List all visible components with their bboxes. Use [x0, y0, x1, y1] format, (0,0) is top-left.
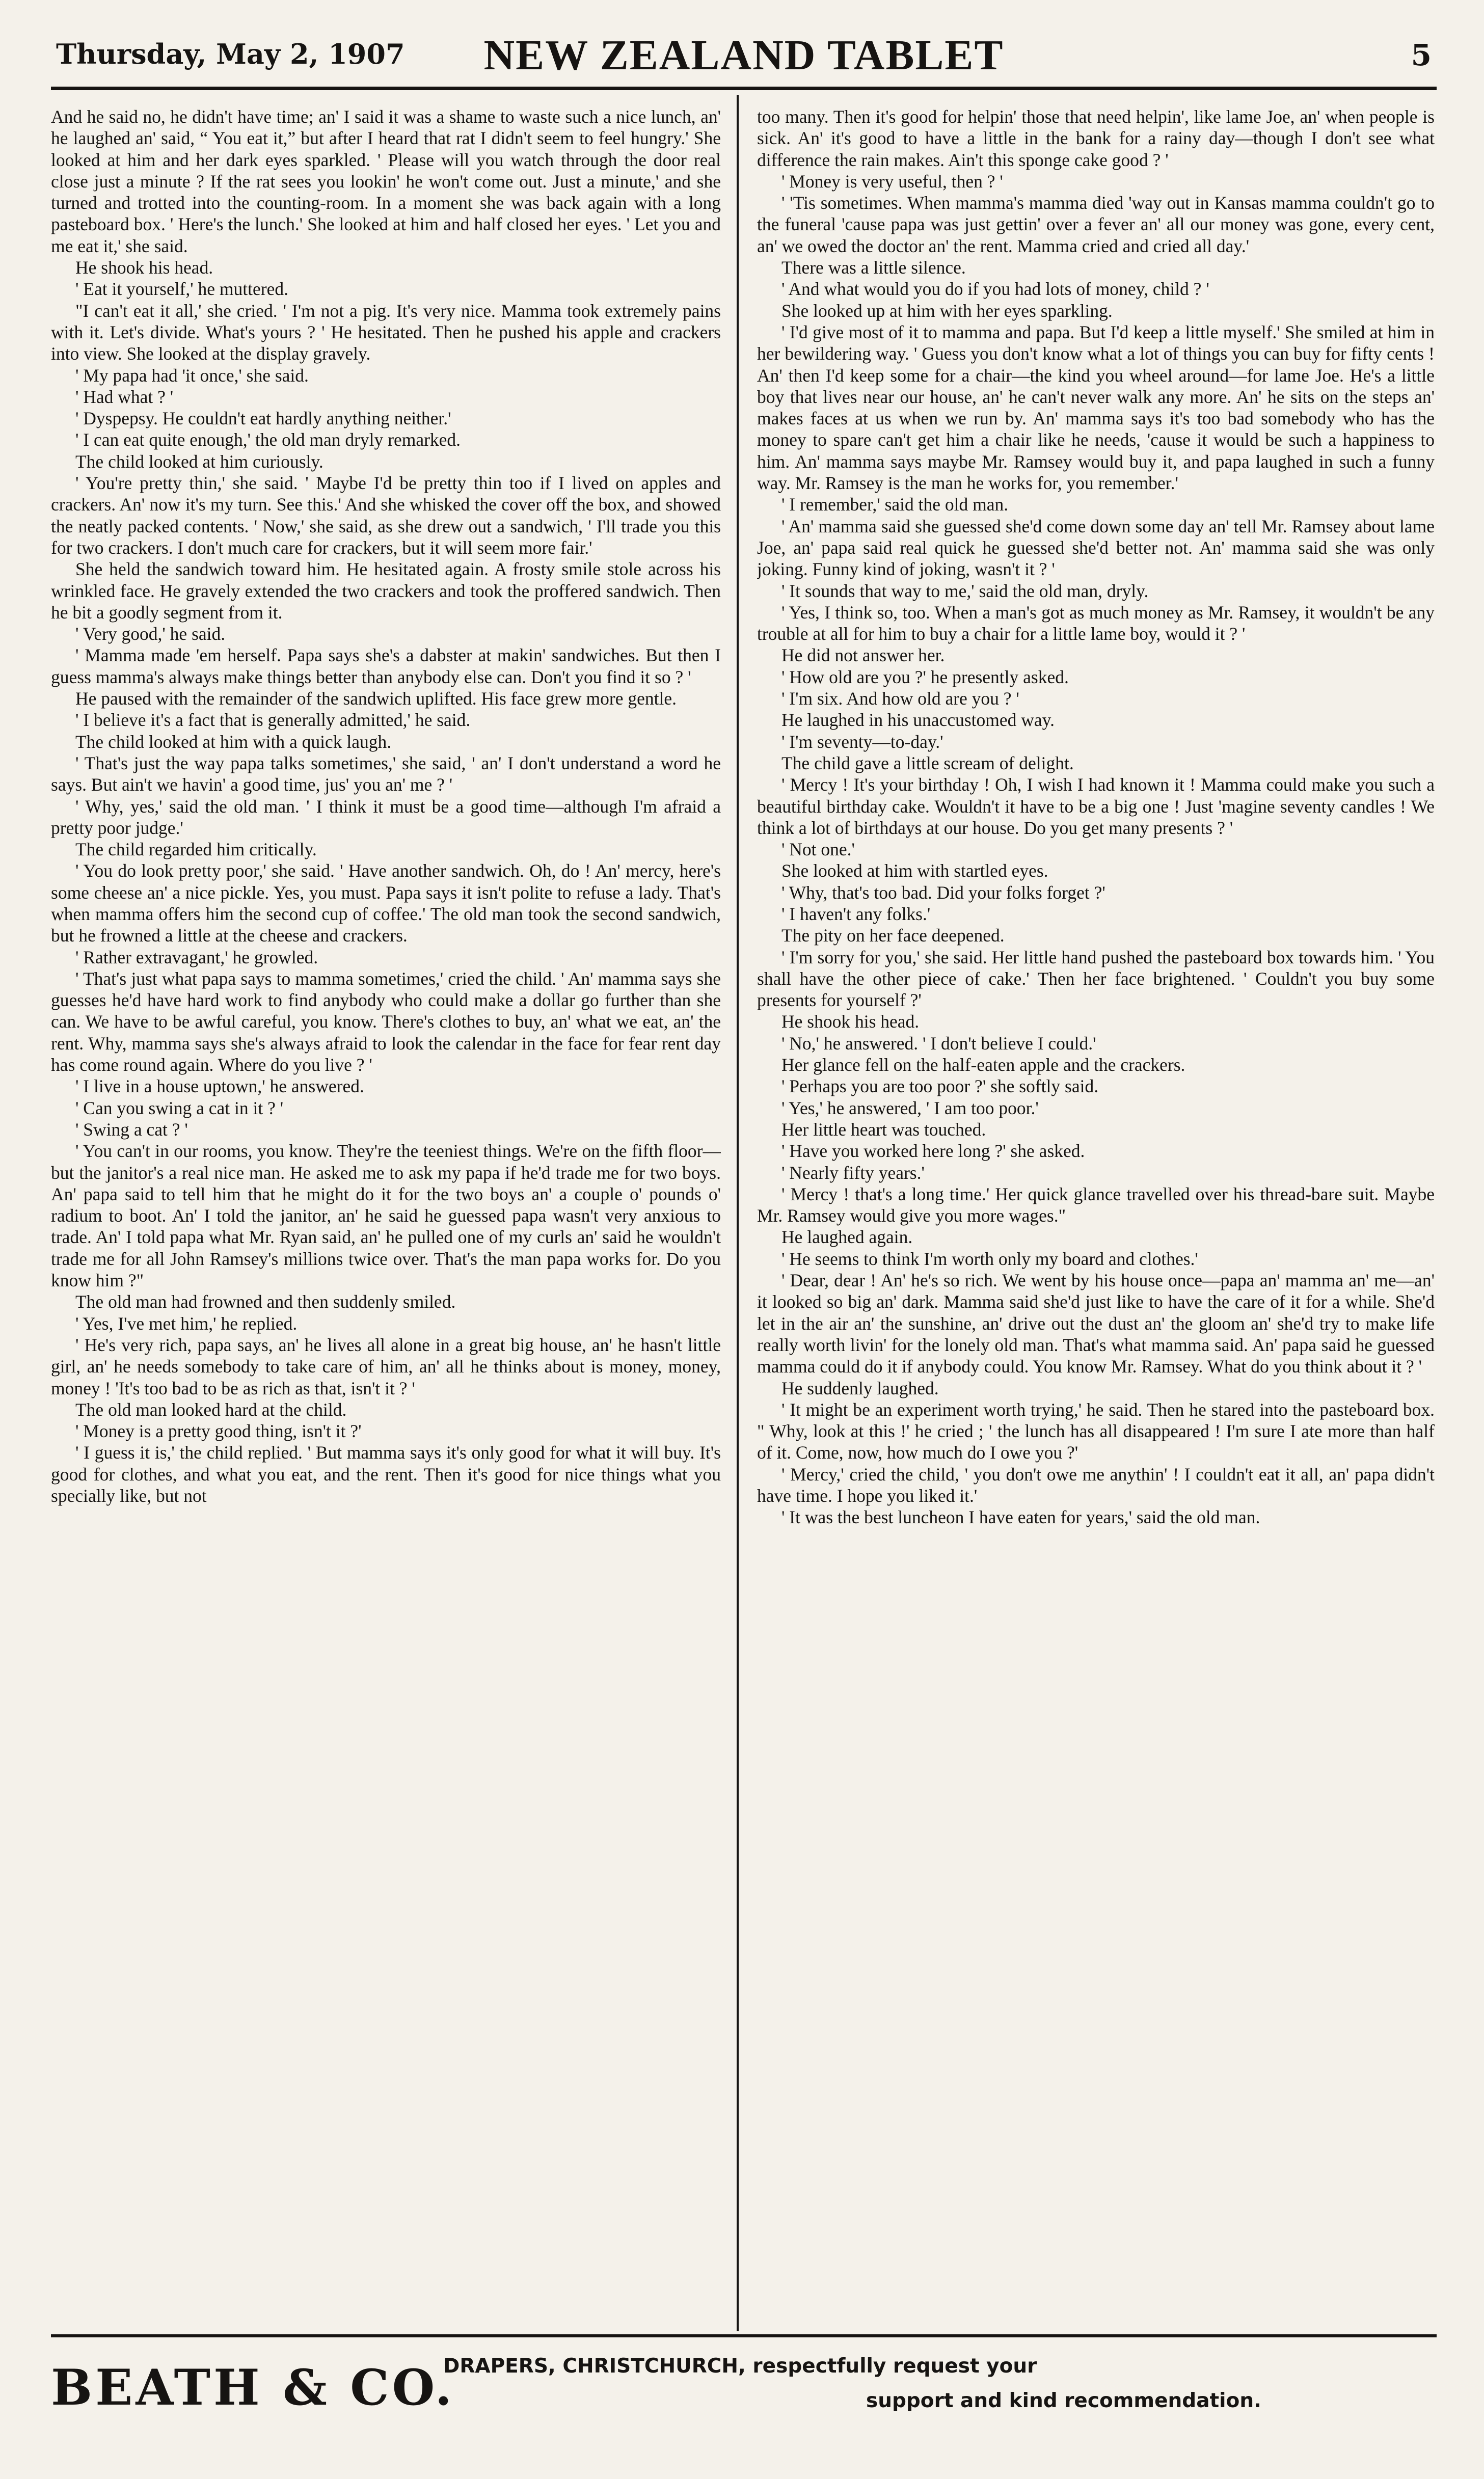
- story-paragraph: ' I'd give most of it to mamma and papa. But I'd keep a little myself.' She smiled at him in her bewildering way. ' Guess you don't know what a lot of things you can buy for fifty cents ! An' then I'd keep some for a chair—the kind you wheel around—for lame Joe. He's a little boy that lives near our house, an' he can't never walk any more. An' he sits on the steps an' makes faces at us when we run by. An' mamma says it's too bad somebody who has the money to spare can't get him a chair like he needs, 'cause it would be such a happiness to him. An' mamma says maybe Mr. Ramsey would buy it, and papa laughed in such a funny way. Mr. Ramsey is the man he works for, you remember.': [757, 321, 1435, 494]
- story-paragraph: ' Yes, I think so, too. When a man's got as much money as Mr. Ramsey, it wouldn't be any trouble at all for him to buy a chair for a little lame boy, would it ? ': [757, 602, 1435, 644]
- story-paragraph: ' Swing a cat ? ': [75, 1119, 188, 1140]
- advertisement: [51, 2343, 1437, 2445]
- column-divider: [737, 95, 739, 2331]
- story-paragraph: The child looked at him with a quick laugh.: [75, 731, 392, 752]
- story-paragraph: He suddenly laughed.: [781, 1378, 939, 1398]
- story-paragraph: ' Money is very useful, then ? ': [781, 171, 1003, 192]
- page-header: [56, 31, 1432, 87]
- story-paragraph: ' You can't in our rooms, you know. They're the teeniest things. We're on the fifth floor—but the janitor's a real nice man. He asked me to ask my papa if he'd trade me for two boys. An' papa said to tell him that he might do it for the two boys an' a couple o' pounds o' radium to boot. An' I told the janitor, an' he said he guessed papa wasn't very anxious to trade. An' I told papa what Mr. Ryan said, an' he pulled one of my curls an' said he wouldn't trade me for all John Ramsey's millions twice over. That's the man papa works for. Do you know him ?": [51, 1141, 721, 1291]
- story-paragraph: ' I live in a house uptown,' he answered.: [75, 1076, 364, 1097]
- story-paragraph: He did not answer her.: [781, 645, 945, 666]
- story-paragraph: He paused with the remainder of the sandwich uplifted. His face grew more gentle.: [75, 688, 677, 709]
- story-paragraph: The child regarded him critically.: [75, 839, 317, 860]
- story-paragraph: ' Dear, dear ! An' he's so rich. We went by his house once—papa an' mamma an' me—an' it looked so big an' dark. Mamma said she'd just like to have the care of it for a while. She'd let in the air an' the sunshine, an' drive out the dust an' the gloom an' she'd try to make life really worth livin' for the lonely old man. That's what mamma said. An' papa said he guessed mamma could do it if anybody could. You know Mr. Ramsey. What do you think about it ? ': [757, 1270, 1435, 1377]
- left-column: [51, 106, 721, 2327]
- story-paragraph: ' I guess it is,' the child replied. ' But mamma says it's only good for what it will buy. It's good for clothes, and what you eat, and the rent. Then it's good for nice things what you specially like, but not: [51, 1442, 721, 1506]
- story-paragraph: ' And what would you do if you had lots of money, child ? ': [781, 279, 1209, 300]
- story-paragraph: ' That's just what papa says to mamma sometimes,' cried the child. ' An' mamma says she guesses he'd have hard work to find anybody who could make a dollar go further than she can. We have to be awful careful, you know. There's clothes to buy, an' what we eat, an' the rent. Why, mamma says she's always afraid to look the calendar in the face for fear rent day has come round again. Where do you live ? ': [51, 968, 721, 1075]
- story-paragraph: The child looked at him curiously.: [75, 451, 323, 472]
- story-paragraph: ' Yes,' he answered, ' I am too poor.': [781, 1097, 1039, 1118]
- story-paragraph: too many. Then it's good for helpin' those that need helpin', like lame Joe, an' when people is sick. An' it's good to have a little in the bank for a rainy day—though I don't see what difference the rain makes. Ain't this sponge cake good ? ': [757, 106, 1435, 170]
- story-paragraph: ' You do look pretty poor,' she said. ' Have another sandwich. Oh, do ! An' mercy, here's some cheese an' a nice pickle. Yes, you must. Papa says it isn't polite to refuse a lady. That's when mamma offers him the second cup of coffee.' The old man took the second sandwich, but he frowned a little at the cheese and crackers.: [51, 860, 721, 946]
- story-paragraph: ' That's just the way papa talks sometimes,' she said, ' an' I don't understand a word he says. But ain't we havin' a good time, jus' you an' me ? ': [51, 752, 721, 795]
- story-paragraph: ' He seems to think I'm worth only my board and clothes.': [781, 1248, 1198, 1269]
- issue-date: Thursday, May 2, 1907: [56, 38, 405, 70]
- story-paragraph: ' Can you swing a cat in it ? ': [75, 1097, 284, 1118]
- story-paragraph: ' I'm sorry for you,' she said. Her little hand pushed the pasteboard box towards him. ' You shall have the other piece of cake.' Then her face brightened. ' Couldn't you buy some presents for yourself ?': [757, 947, 1435, 1011]
- page-number: 5: [1411, 38, 1432, 72]
- story-paragraph: He shook his head.: [75, 257, 213, 278]
- right-column: [757, 106, 1435, 2327]
- story-paragraph: ' My papa had 'it once,' she said.: [75, 365, 309, 386]
- story-paragraph: He laughed in his unaccustomed way.: [781, 710, 1055, 731]
- story-paragraph: ' Eat it yourself,' he muttered.: [75, 279, 288, 300]
- story-paragraph: ' Mercy ! that's a long time.' Her quick glance travelled over his thread-bare suit. Maybe Mr. Ramsey would give you more wages.": [757, 1183, 1435, 1226]
- header-rule: [51, 87, 1437, 90]
- story-paragraph: ' Not one.': [781, 839, 855, 860]
- story-paragraph: ' Have you worked here long ?' she asked.: [781, 1141, 1085, 1162]
- story-paragraph: ' It might be an experiment worth trying,' he said. Then he stared into the pasteboard box. " Why, look at this !' he cried ; ' the lunch has all disappeared ! I'm sure I ate more than half of it. Come, now, how much do I owe you ?': [757, 1399, 1435, 1463]
- story-paragraph: ' I'm seventy—to-day.': [781, 731, 943, 752]
- advertisement-text-2: support and kind recommendation.: [866, 2389, 1261, 2412]
- story-paragraph: He laughed again.: [781, 1227, 913, 1248]
- story-paragraph: There was a little silence.: [781, 257, 966, 278]
- story-paragraph: The pity on her face deepened.: [781, 925, 1005, 946]
- story-paragraph: ' An' mamma said she guessed she'd come down some day an' tell Mr. Ramsey about lame Joe, an' papa said real quick he guessed she'd better not. An' mamma said she was only joking. Funny kind of joking, wasn't it ? ': [757, 516, 1435, 580]
- story-paragraph: ' I remember,' said the old man.: [781, 494, 1009, 515]
- story-paragraph: Her little heart was touched.: [781, 1119, 986, 1140]
- story-paragraph: ' It sounds that way to me,' said the old man, dryly.: [781, 580, 1149, 601]
- advertisement-text-1: DRAPERS, CHRISTCHURCH, respectfully request your: [443, 2355, 1037, 2378]
- story-paragraph: He shook his head.: [781, 1011, 920, 1032]
- story-paragraph: ' I haven't any folks.': [781, 903, 931, 924]
- story-paragraph: ' You're pretty thin,' she said. ' Maybe I'd be pretty thin too if I lived on apples and crackers. An' now it's my turn. See this.' And she whisked the cover off the box, and showed the neatly packed contents. ' Now,' she said, as she drew out a sandwich, ' I'll trade you this for two crackers. I don't much care for crackers, but it will seem more fair.': [51, 473, 721, 558]
- story-paragraph: ' Why, that's too bad. Did your folks forget ?': [781, 882, 1105, 903]
- story-paragraph: ' Mercy,' cried the child, ' you don't owe me anythin' ! I couldn't eat it all, an' papa didn't have time. I hope you liked it.': [757, 1464, 1435, 1506]
- story-paragraph: ' I'm six. And how old are you ? ': [781, 688, 1019, 709]
- story-paragraph: ' Mamma made 'em herself. Papa says she's a dabster at makin' sandwiches. But then I guess mamma's always make things better than anybody else can. Don't you find it so ? ': [51, 645, 721, 687]
- story-paragraph: She held the sandwich toward him. He hesitated again. A frosty smile stole across his wrinkled face. He gravely extended the two crackers and took the proffered sandwich. Then he bit a goodly segment from it.: [51, 559, 721, 623]
- story-paragraph: ' Dyspepsy. He couldn't eat hardly anything neither.': [75, 408, 451, 429]
- story-paragraph: ' He's very rich, papa says, an' he lives all alone in a great big house, an' he hasn't little girl, an' he needs somebody to take care of him, an' all he thinks about is money, money, money ! 'It's too bad to be as rich as that, isn't it ? ': [51, 1334, 721, 1398]
- story-paragraph: ' Rather extravagant,' he growled.: [75, 947, 318, 967]
- story-paragraph: ' Very good,' he said.: [75, 624, 226, 644]
- story-paragraph: The old man had frowned and then suddenly smiled.: [75, 1291, 456, 1312]
- masthead-title: NEW ZEALAND TABLET: [483, 32, 1004, 79]
- story-paragraph: The old man looked hard at the child.: [75, 1399, 347, 1420]
- story-paragraph: Her glance fell on the half-eaten apple and the crackers.: [781, 1055, 1185, 1075]
- story-paragraph: ' No,' he answered. ' I don't believe I could.': [781, 1033, 1096, 1054]
- story-paragraph: ' Why, yes,' said the old man. ' I think it must be a good time—although I'm afraid a pretty poor judge.': [51, 796, 721, 838]
- story-paragraph: ' I can eat quite enough,' the old man dryly remarked.: [75, 429, 461, 450]
- story-paragraph: ' Perhaps you are too poor ?' she softly said.: [781, 1076, 1099, 1097]
- story-paragraph: And he said no, he didn't have time; an' I said it was a shame to waste such a nice lunch, an' he laughed an' said, “ You eat it,” but after I heard that rat I didn't seem to feel hungry.' She looked at him and her dark eyes sparkled. ' Please will you watch through the door real close just a minute ? If the rat sees you lookin' he won't come out. Just a minute,' and she turned and trotted into the counting-room. In a moment she was back again with a long pasteboard box. ' Here's the lunch.' She looked at him and half closed her eyes. ' Let you and me eat it,' she said.: [51, 106, 721, 256]
- story-paragraph: ' Mercy ! It's your birthday ! Oh, I wish I had known it ! Mamma could make you such a beautiful birthday cake. Wouldn't it have to be a big one ! Just 'magine seventy candles ! We think a lot of birthdays at our house. Do you get many presents ? ': [757, 774, 1435, 838]
- story-paragraph: ' Money is a pretty good thing, isn't it ?': [75, 1421, 362, 1442]
- footer-rule: [51, 2334, 1437, 2337]
- story-paragraph: ' Had what ? ': [75, 386, 174, 407]
- story-paragraph: She looked at him with startled eyes.: [781, 860, 1048, 881]
- story-paragraph: "I can't eat it all,' she cried. ' I'm not a pig. It's very nice. Mamma took extremely pains with it. Let's divide. What's yours ? ' He hesitated. Then he pushed his apple and crackers into view. She looked at the display gravely.: [51, 300, 721, 364]
- advertiser-name: BEATH & CO.: [51, 2359, 455, 2416]
- story-paragraph: ' Nearly fifty years.': [781, 1162, 925, 1183]
- story-paragraph: ' Yes, I've met him,' he replied.: [75, 1313, 298, 1334]
- story-paragraph: ' I believe it's a fact that is generally admitted,' he said.: [75, 710, 471, 731]
- story-paragraph: The child gave a little scream of delight.: [781, 752, 1074, 773]
- story-paragraph: ' How old are you ?' he presently asked.: [781, 666, 1069, 687]
- story-paragraph: ' It was the best luncheon I have eaten for years,' said the old man.: [781, 1507, 1260, 1528]
- story-paragraph: She looked up at him with her eyes sparkling.: [781, 300, 1113, 321]
- story-paragraph: ' 'Tis sometimes. When mamma's mamma died 'way out in Kansas mamma couldn't go to the funeral 'cause papa was just gettin' over a fever an' all our money was gone, every cent, an' we owed the doctor an' the rent. Mamma cried and cried all day.': [757, 193, 1435, 256]
